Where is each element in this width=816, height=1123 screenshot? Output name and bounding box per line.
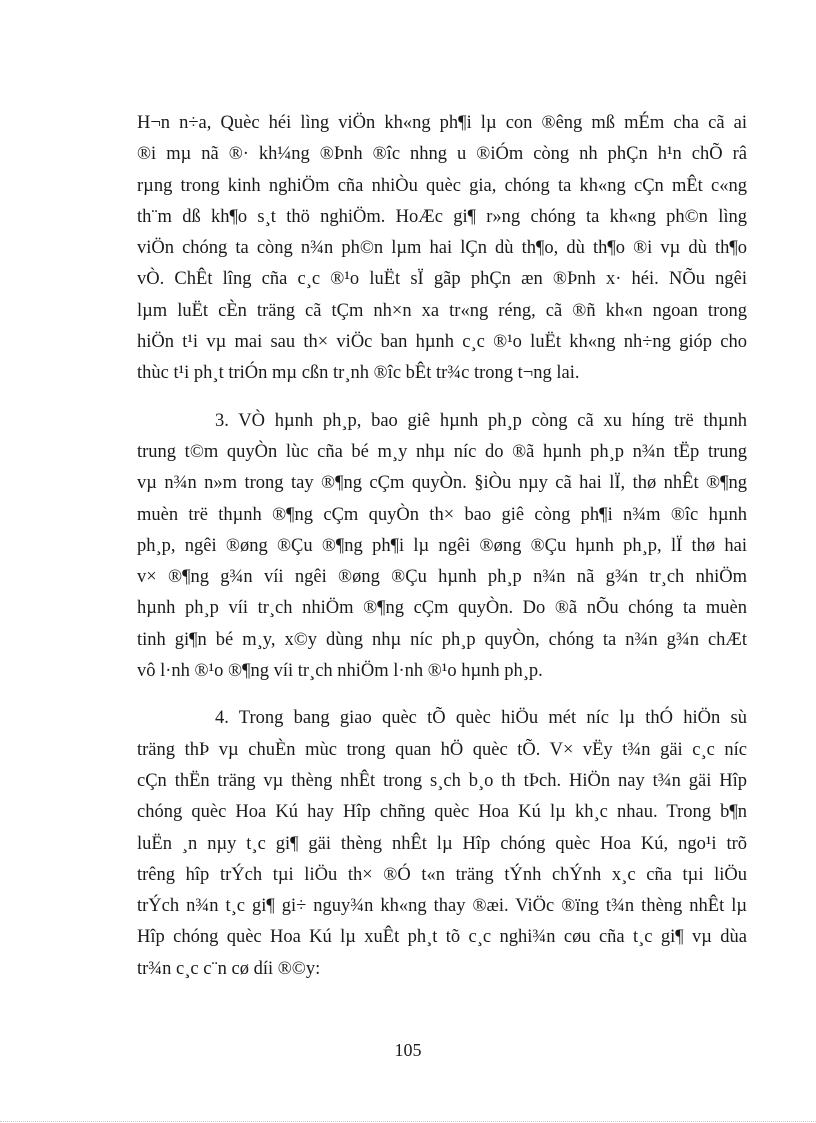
text-line: trÝch n¾n t¸c gi¶ gi÷ nguy¾n kh«ng thay ®æi. ViÖc ®ïng t¾n thèng nhÊt lµ	[137, 896, 747, 917]
text-line: tinh gi¶n bé m¸y, x©y dùng nhµ níc ph¸p quyÒn, chóng ta n¾n g¾n chÆt	[137, 629, 747, 650]
text-line: 4. Trong bang giao quèc tÕ quèc hiÖu mét níc lµ thÓ hiÖn sù	[215, 708, 747, 729]
text-line: H¬n n÷a, Quèc héi lìng viÖn kh«ng ph¶i lµ con ®êng mß mÉm cha cã ai	[137, 113, 747, 133]
text-line: vô l·nh ®¹o ®¶ng víi tr¸ch nhiÖm l·nh ®¹o hµnh ph¸p.	[137, 661, 543, 682]
text-line: viÖn chóng ta còng n¾n ph©n lµm hai lÇn dù th¶o, dù th¶o ®i vµ dù th¶o	[137, 238, 747, 259]
text-line: trung t©m quyÒn lùc cña bé m¸y nhµ níc do ®ã hµnh ph¸p n¾n tËp trung	[137, 441, 747, 462]
text-line: trêng hîp trÝch tµi liÖu th× ®Ó t«n träng tÝnh chÝnh x¸c cña tµi liÖu	[137, 864, 747, 885]
text-line: chóng quèc Hoa Kú hay Hîp chñng quèc Hoa Kú lµ kh¸c nhau. Trong b¶n	[137, 802, 747, 823]
paragraph-gap	[137, 390, 747, 406]
text-line: thùc t¹i ph¸t triÓn mµ cßn tr¸nh ®îc bÊt tr¾c trong t¬ng lai.	[137, 363, 580, 384]
text-line: träng thÞ vµ chuÈn mùc trong quan hÖ quèc tÕ. V× vËy t¾n gäi c¸c níc	[137, 739, 747, 760]
text-line: muèn trë thµnh ®¶ng cÇm quyÒn th× bao giê còng ph¶i n¾m ®îc hµnh	[137, 504, 747, 525]
paragraph-1	[137, 108, 747, 390]
page-number: 105	[394, 1040, 422, 1060]
body-text	[137, 108, 747, 985]
text-line: v× ®¶ng g¾n víi ngêi ®øng ®Çu hµnh ph¸p n¾n nã g¾n tr¸ch nhiÖm	[137, 567, 747, 588]
text-line: ph¸p, ngêi ®øng ®Çu ®¶ng ph¶i lµ ngêi ®øng ®Çu hµnh ph¸p, lÏ thø hai	[137, 535, 747, 556]
text-line: hiÖn t¹i vµ mai sau th× viÖc ban hµnh c¸c ®¹o luËt kh«ng nh÷ng gióp cho	[137, 332, 747, 353]
paragraph-3	[137, 703, 747, 985]
text-line: th¨m dß kh¶o s¸t thö nghiÖm. HoÆc gi¶ r»ng chóng ta kh«ng ph©n lìng	[137, 206, 747, 227]
text-line: lµm luËt cÈn träng cã tÇm nh×n xa tr«ng réng, cã ®ñ kh«n ngoan trong	[137, 300, 747, 321]
text-line: Hîp chóng quèc Hoa Kú lµ xuÊt ph¸t tõ c¸c nghi¾n cøu cña t¸c gi¶ vµ dùa	[137, 927, 747, 948]
text-line: vµ n¾n n»m trong tay ®¶ng cÇm quyÒn. §iÒu nµy cã hai lÏ, thø nhÊt ®¶ng	[137, 473, 747, 494]
page-bottom-divider	[0, 1121, 816, 1122]
paragraph-gap	[137, 687, 747, 703]
paragraph-2	[137, 406, 747, 688]
text-line: cÇn thËn träng vµ thèng nhÊt trong s¸ch b¸o th tÞch. HiÖn nay t¾n gäi Hîp	[137, 770, 747, 791]
text-line: ®i mµ nã ®· kh¼ng ®Þnh ®îc nhng u ®iÓm còng nh phÇn h¹n chÕ râ	[137, 144, 747, 165]
text-line: 3. VÒ hµnh ph¸p, bao giê hµnh ph¸p còng cã xu híng trë thµnh	[215, 410, 747, 431]
text-line: hµnh ph¸p víi tr¸ch nhiÖm ®¶ng cÇm quyÒn. Do ®ã nÕu chóng ta muèn	[137, 598, 747, 619]
text-line: rµng trong kinh nghiÖm cña nhiÒu quèc gia, chóng ta kh«ng cÇn mÊt c«ng	[137, 175, 747, 196]
text-line: vÒ. ChÊt lîng cña c¸c ®¹o luËt sÏ gãp phÇn æn ®Þnh x· héi. NÕu ngêi	[137, 269, 747, 290]
text-line: tr¾n c¸c c¨n cø díi ®©y:	[137, 958, 321, 979]
text-line: luËn ¸n nµy t¸c gi¶ gäi thèng nhÊt lµ Hîp chóng quèc Hoa Kú, ngo¹i trõ	[137, 833, 747, 854]
